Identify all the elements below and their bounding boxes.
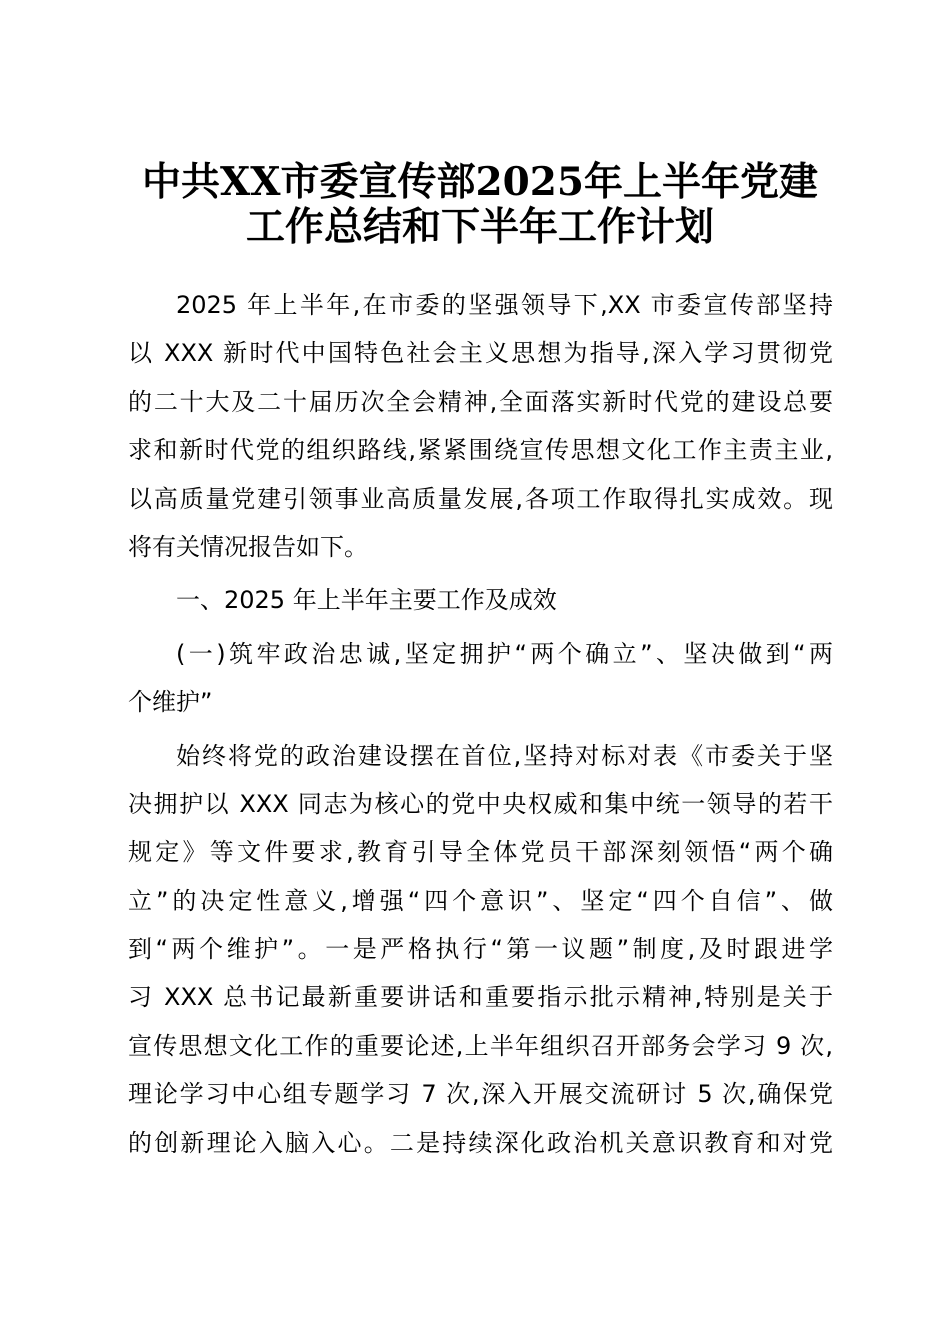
title-line-1: 中共XX市委宣传部2025年上半年党建 (141, 159, 819, 205)
document-body (128, 281, 833, 1167)
intro-line-5: 以高质量党建引领事业高质量发展,各项工作取得扎实成效。现 (128, 484, 833, 513)
paragraph-line-3: 规定》等文件要求,教育引导全体党员干部深刻领悟“两个确 (128, 838, 833, 867)
paragraph-line-9: 的创新理论入脑入心。二是持续深化政治机关意识教育和对党 (128, 1128, 833, 1157)
paragraph-line-4: 立”的决定性意义,增强“四个意识”、坚定“四个自信”、做 (128, 886, 833, 915)
intro-line-6: 将有关情况报告如下。 (128, 532, 368, 561)
paragraph-line-6: 习 XXX 总书记最新重要讲话和重要指示批示精神,特别是关于 (128, 983, 833, 1012)
document-title (100, 160, 860, 250)
paragraph-line-5: 到“两个维护”。一是严格执行“第一议题”制度,及时跟进学 (128, 935, 833, 964)
intro-line-2: 以 XXX 新时代中国特色社会主义思想为指导,深入学习贯彻党 (128, 339, 833, 368)
subsection-heading-line-1: (一)筑牢政治忠诚,坚定拥护“两个确立”、坚决做到“两 (176, 639, 833, 668)
paragraph-line-1: 始终将党的政治建设摆在首位,坚持对标对表《市委关于坚 (176, 741, 833, 770)
paragraph-line-8: 理论学习中心组专题学习 7 次,深入开展交流研讨 5 次,确保党 (128, 1080, 833, 1109)
paragraph-line-2: 决拥护以 XXX 同志为核心的党中央权威和集中统一领导的若干 (128, 789, 833, 818)
intro-line-3: 的二十大及二十届历次全会精神,全面落实新时代党的建设总要 (128, 387, 833, 416)
title-line-2: 工作总结和下半年工作计划 (245, 204, 714, 250)
paragraph-line-7: 宣传思想文化工作的重要论述,上半年组织召开部务会学习 9 次, (128, 1031, 833, 1060)
section-heading: 一、2025 年上半年主要工作及成效 (176, 586, 557, 615)
intro-line-4: 求和新时代党的组织路线,紧紧围绕宣传思想文化工作主责主业, (128, 436, 833, 465)
intro-line-1: 2025 年上半年,在市委的坚强领导下,XX 市委宣传部坚持 (176, 291, 833, 319)
subsection-heading-line-2: 个维护” (128, 688, 213, 717)
